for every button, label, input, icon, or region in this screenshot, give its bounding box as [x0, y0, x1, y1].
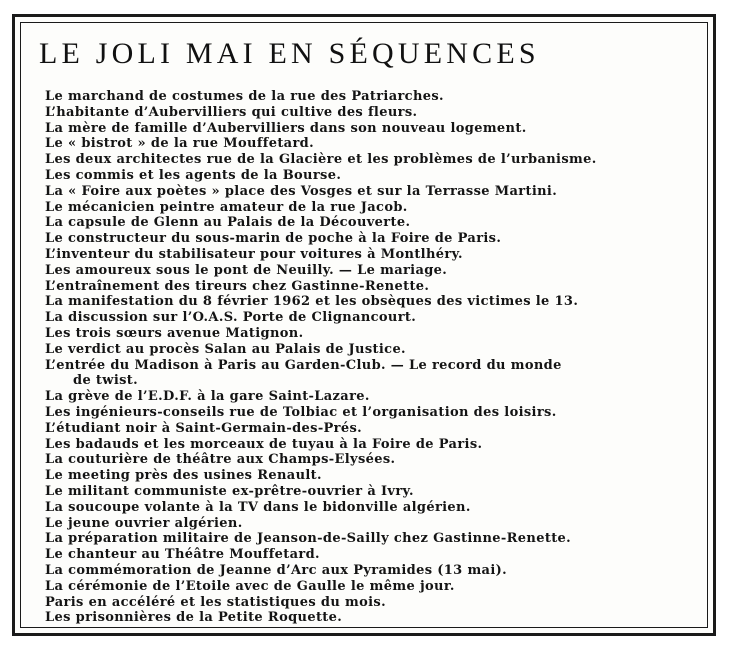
list-item: La grève de l’E.D.F. à la gare Saint-Lazare. [45, 389, 370, 405]
list-item: Les commis et les agents de la Bourse. [45, 167, 342, 183]
list-item: Le marchand de costumes de la rue des Patriarches. [45, 89, 444, 104]
list-item: L’étudiant noir à Saint-Germain-des-Prés. [45, 420, 363, 436]
sequence-list [45, 89, 705, 626]
list-item: La commémoration de Jeanne d’Arc aux Pyramides (13 mai). [45, 562, 507, 578]
list-item: Les trois sœurs avenue Matignon. [45, 325, 304, 341]
list-item: Les prisonnières de la Petite Roquette. [45, 610, 343, 626]
list-item: Les deux architectes rue de la Glacière et les problèmes de l’urbanisme. [45, 152, 597, 168]
list-item: Les amoureux sous le pont de Neuilly. — Le mariage. [45, 262, 448, 278]
list-item: La discussion sur l’O.A.S. Porte de Clignancourt. [45, 310, 417, 326]
list-item: Le meeting près des usines Renault. [45, 468, 322, 484]
list-item: La manifestation du 8 février 1962 et les obsèques des victimes le 13. [45, 294, 579, 310]
list-item: La « Foire aux poètes » place des Vosges et sur la Terrasse Martini. [45, 183, 558, 199]
list-item: Le militant communiste ex-prêtre-ouvrier à Ivry. [45, 483, 414, 499]
list-item: L’entrée du Madison à Paris au Garden-Club. — Le record du monde [45, 357, 562, 373]
list-item: Le constructeur du sous-marin de poche à la Foire de Paris. [45, 231, 502, 247]
list-item: L’inventeur du stabilisateur pour voitures à Montlhéry. [45, 246, 463, 262]
list-item: La capsule de Glenn au Palais de la Découverte. [45, 215, 411, 231]
list-item: La cérémonie de l’Etoile avec de Gaulle le même jour. [45, 578, 455, 594]
list-item: Le « bistrot » de la rue Mouffetard. [45, 136, 314, 152]
list-item: L’habitante d’Aubervilliers qui cultive des fleurs. [45, 104, 418, 120]
list-item: Le chanteur au Théâtre Mouffetard. [45, 547, 320, 563]
list-item: La préparation militaire de Jeanson-de-Sailly chez Gastinne-Renette. [45, 531, 572, 547]
list-item: Le mécanicien peintre amateur de la rue Jacob. [45, 199, 408, 215]
list-item: Le verdict au procès Salan au Palais de Justice. [45, 341, 406, 357]
list-item: La mère de famille d’Aubervilliers dans son nouveau logement. [45, 120, 527, 136]
page-title: LE JOLI MAI EN SÉQUENCES [39, 37, 540, 70]
list-item: L’entraînement des tireurs chez Gastinne-Renette. [45, 278, 430, 294]
list-item: La soucoupe volante à la TV dans le bidonville algérien. [45, 499, 471, 515]
list-item: Les ingénieurs-conseils rue de Tolbiac et l’organisation des loisirs. [45, 404, 557, 420]
list-item: Paris en accéléré et les statistiques du mois. [45, 594, 386, 610]
list-item: La couturière de théâtre aux Champs-Elysées. [45, 452, 396, 468]
list-item-continuation: de twist. [73, 373, 139, 389]
page-frame [12, 14, 716, 636]
list-item: Les badauds et les morceaux de tuyau à la Foire de Paris. [45, 436, 483, 452]
list-item: Le jeune ouvrier algérien. [45, 515, 243, 531]
